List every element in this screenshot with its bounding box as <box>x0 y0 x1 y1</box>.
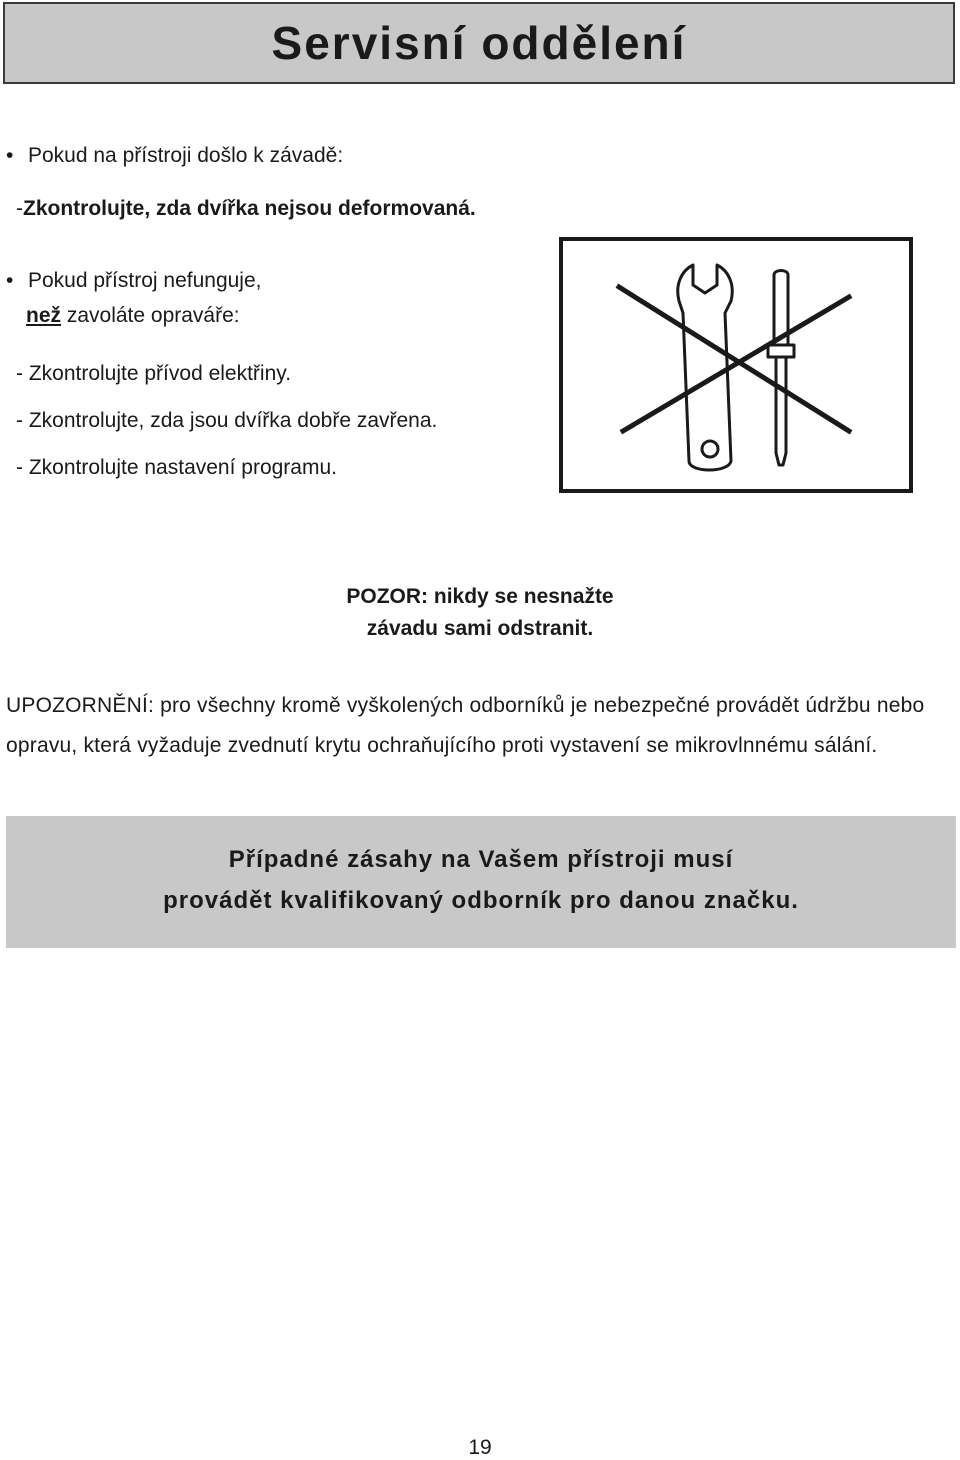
check-item: - Zkontrolujte přívod elektřiny. <box>16 362 292 385</box>
footer-line: Případné zásahy na Vašem přístroji musí <box>228 846 734 873</box>
section2-intro-text: Pokud přístroj nefunguje, <box>28 269 262 292</box>
page-number: 19 <box>468 1436 492 1459</box>
screwdriver-icon <box>768 271 794 466</box>
safety-notice: UPOZORNĚNÍ: pro všechny kromě vyškolených odborníků je nebezpečné provádět údržbu nebo opravu, která vyžaduje zvednutí krytu ochraňujícího proti vystavení se mikrovlnnému sálání. <box>6 694 925 757</box>
page-title: Servisní oddělení <box>271 17 687 69</box>
warning-line: závadu sami odstranit. <box>366 617 594 640</box>
title-box <box>3 2 955 84</box>
section2-intro-line1 <box>6 270 261 291</box>
section1-check <box>16 198 476 219</box>
section1-intro-text: Pokud na přístroji došlo k závadě: <box>28 144 344 167</box>
check-item: - Zkontrolujte nastavení programu. <box>16 456 337 479</box>
section2-intro-rest: zavoláte opraváře: <box>61 304 240 327</box>
section1-intro <box>6 145 343 166</box>
no-diy-repair-illustration <box>559 237 913 493</box>
footer-line: provádět kvalifikovaný odborník pro danou značku. <box>163 887 799 914</box>
check-item: - Zkontrolujte, zda jsou dvířka dobře zavřena. <box>16 409 438 432</box>
footer-box <box>6 816 956 948</box>
bullet: • <box>6 144 14 167</box>
warning-line: POZOR: nikdy se nesnažte <box>346 585 614 608</box>
wrench-icon <box>678 265 732 470</box>
prohibited-cross-icon <box>619 287 849 431</box>
bullet: • <box>6 269 14 292</box>
section1-check-text: Zkontrolujte, zda dvířka nejsou deformovaná. <box>23 197 476 220</box>
section2-intro-line2 <box>26 305 240 326</box>
underlined-word: než <box>26 304 62 327</box>
dash: - <box>16 197 23 220</box>
